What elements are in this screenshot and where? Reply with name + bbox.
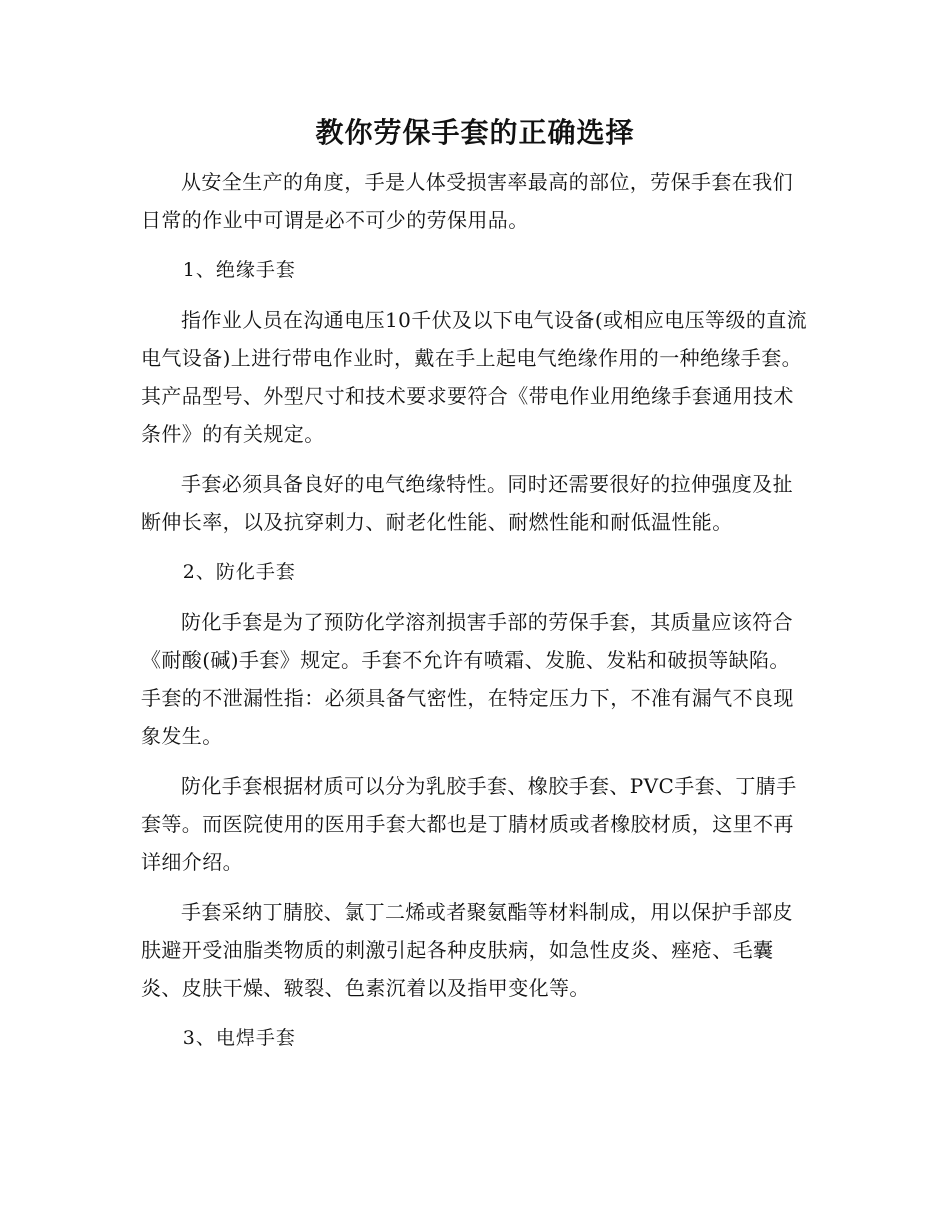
document-body [141,163,809,1069]
paragraph-insulating-definition: 指作业人员在沟通电压10千伏及以下电气设备(或相应电压等级的直流电气设备)上进行带电作业时，戴在手上起电气绝缘作用的一种绝缘手套。其产品型号、外型尺寸和技术要求要符合《带电作业用绝缘手套通用技术条件》的有关规定。 [141,308,808,446]
paragraph-chemical-definition: 防化手套是为了预防化学溶剂损害手部的劳保手套，其质量应该符合《耐酸(碱)手套》规定。手套不允许有喷霜、发脆、发粘和破损等缺陷。手套的不泄漏性指：必须具备气密性，在特定压力下，不准有漏气不良现象发生。 [141,610,794,748]
paragraph-chemical-materials: 防化手套根据材质可以分为乳胶手套、橡胶手套、PVC手套、丁腈手套等。而医院使用的医用手套大都也是丁腈材质或者橡胶材质，这里不再详细介绍。 [141,774,797,874]
section-heading-insulating-gloves: 1、绝缘手套 [182,259,296,281]
section-heading-welding-gloves: 3、电焊手套 [182,1027,296,1049]
paragraph-insulating-properties: 手套必须具备良好的电气绝缘特性。同时还需要很好的拉伸强度及扯断伸长率，以及抗穿刺力、耐老化性能、耐燃性能和耐低温性能。 [141,472,793,534]
paragraph-intro: 从安全生产的角度，手是人体受损害率最高的部位，劳保手套在我们日常的作业中可谓是必不可少的劳保用品。 [141,170,793,232]
section-heading-chemical-gloves: 2、防化手套 [182,561,296,583]
paragraph-chemical-protection: 手套采纳丁腈胶、氯丁二烯或者聚氨酯等材料制成，用以保护手部皮肤避开受油脂类物质的刺激引起各种皮肤病，如急性皮炎、痤疮、毛囊炎、皮肤干燥、皲裂、色素沉着以及指甲变化等。 [141,900,793,1000]
document-title: 教你劳保手套的正确选择 [315,116,635,149]
